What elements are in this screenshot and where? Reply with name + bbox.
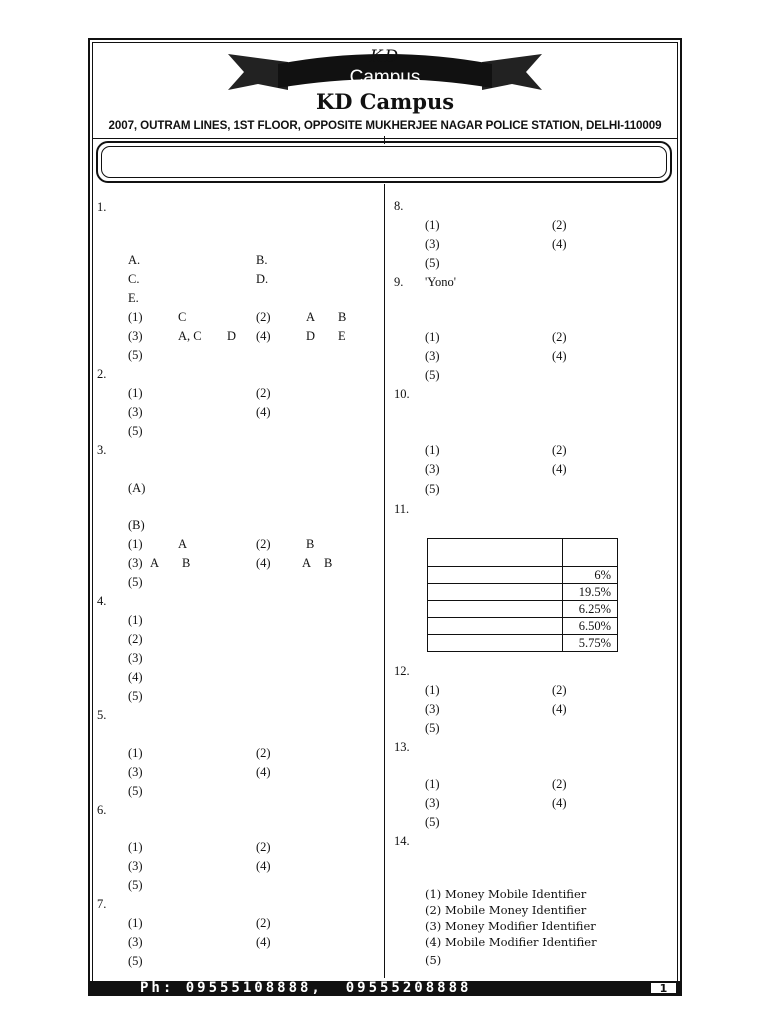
option-label: (3): [128, 556, 143, 570]
option-label: (1): [128, 840, 143, 854]
rate-value: 5.75%: [563, 635, 618, 652]
option-label: (1): [128, 746, 143, 760]
option-label: (1): [128, 537, 143, 551]
rate-value: 6.25%: [563, 601, 618, 618]
option-label: (1): [128, 310, 143, 324]
option-label: (3): [128, 765, 143, 779]
option-label: (2): [256, 537, 271, 551]
option-label: (1): [425, 330, 440, 344]
option-value: B: [182, 556, 191, 570]
option-value: C: [178, 310, 187, 324]
question-number: 3.: [97, 443, 107, 457]
table-row: [428, 618, 618, 635]
statement-label: D.: [256, 272, 269, 286]
title-box-inner: [101, 146, 667, 178]
table-cell: [563, 539, 618, 567]
option-label: (2): [128, 632, 143, 646]
option-label: (2): [552, 330, 567, 344]
option-label: (4): [552, 349, 567, 363]
rate-table: [427, 538, 618, 652]
option-label: (5): [128, 878, 143, 892]
table-row: [428, 567, 618, 584]
statement-label: B.: [256, 253, 268, 267]
option-label: (5): [425, 721, 440, 735]
option-label: (5): [128, 954, 143, 968]
rate-value: 6.50%: [563, 618, 618, 635]
table-cell: [428, 539, 563, 567]
question-number: 7.: [97, 897, 107, 911]
option-label: (3): [128, 405, 143, 419]
option-label: (4): [256, 765, 271, 779]
table-row: [428, 635, 618, 652]
column-divider: [384, 184, 385, 978]
option-label: (5): [425, 256, 440, 270]
option-label: (2): [256, 310, 271, 324]
option-label: (2): [256, 746, 271, 760]
option-label: (1): [128, 916, 143, 930]
option-label: (3): [128, 935, 143, 949]
option-label: (3): [425, 462, 440, 476]
statement-label: E.: [128, 291, 139, 305]
table-header-row: [428, 539, 618, 567]
question-text: 'Yono': [425, 275, 457, 289]
option-label: (2) Mobile Money Identifier: [425, 903, 587, 917]
option-label: (3): [425, 702, 440, 716]
option-value: D: [306, 329, 316, 343]
address-rule: [92, 138, 678, 139]
option-value: A: [302, 556, 312, 570]
option-label: (1): [128, 613, 143, 627]
option-label: (3): [425, 349, 440, 363]
question-number: 6.: [97, 803, 107, 817]
page-inner-border: [92, 42, 678, 986]
option-value: E: [338, 329, 346, 343]
option-label: (2): [256, 916, 271, 930]
logo-monogram: KD: [369, 47, 401, 67]
question-number: 10.: [394, 387, 410, 401]
rate-value: 6%: [563, 567, 618, 584]
option-value: B: [324, 556, 333, 570]
option-label: (5): [128, 784, 143, 798]
option-label: (5): [128, 689, 143, 703]
brand-title: KD Campus: [315, 89, 455, 114]
statement-label: A.: [128, 253, 141, 267]
question-number: 4.: [97, 594, 107, 608]
option-value: B: [338, 310, 347, 324]
option-label: (2): [552, 443, 567, 457]
question-number: 5.: [97, 708, 107, 722]
option-value: A, C: [178, 329, 202, 343]
question-number: 9.: [394, 275, 404, 289]
option-value: A: [306, 310, 316, 324]
option-label: (4): [256, 329, 271, 343]
option-label: (3): [128, 859, 143, 873]
table-row: [428, 601, 618, 618]
option-label: (2): [256, 840, 271, 854]
option-label: (5): [128, 575, 143, 589]
option-value: A: [150, 556, 160, 570]
option-label: (5): [425, 953, 442, 967]
option-value: D: [227, 329, 237, 343]
option-label: (5): [425, 368, 440, 382]
option-label: (5): [425, 815, 440, 829]
option-value: A: [178, 537, 188, 551]
option-label: (5): [128, 424, 143, 438]
page-number: 1: [650, 982, 677, 994]
statement-label: C.: [128, 272, 140, 286]
rate-value: 19.5%: [563, 584, 618, 601]
option-label: (4): [552, 462, 567, 476]
option-value: B: [306, 537, 315, 551]
option-label: (1): [425, 777, 440, 791]
option-label: (1) Money Mobile Identifier: [425, 887, 587, 901]
option-label: (3): [128, 651, 143, 665]
option-label: (4): [256, 859, 271, 873]
option-label: (4): [552, 237, 567, 251]
table-row: [428, 584, 618, 601]
option-label: (4): [128, 670, 143, 684]
question-number: 12.: [394, 664, 410, 678]
option-label: (3) Money Modifier Identifier: [425, 919, 596, 933]
option-label: (4): [256, 405, 271, 419]
option-label: (2): [256, 386, 271, 400]
option-label: (4): [256, 556, 271, 570]
question-number: 2.: [97, 367, 107, 381]
option-label: (3): [425, 237, 440, 251]
question-number: 1.: [97, 200, 107, 214]
question-number: 13.: [394, 740, 410, 754]
question-number: 11.: [394, 502, 410, 516]
option-label: (3): [425, 796, 440, 810]
option-label: (4) Mobile Modifier Identifier: [425, 935, 597, 949]
question-number: 14.: [394, 834, 410, 848]
question-number: 8.: [394, 199, 404, 213]
option-label: (4): [256, 935, 271, 949]
option-label: (1): [128, 386, 143, 400]
option-label: (2): [552, 777, 567, 791]
option-label: (5): [128, 348, 143, 362]
option-label: (3): [128, 329, 143, 343]
footer-phone: Ph: 09555108888, 09555208888: [140, 980, 472, 996]
statement-label: (A): [128, 481, 146, 495]
option-label: (1): [425, 683, 440, 697]
option-label: (1): [425, 218, 440, 232]
option-label: (2): [552, 218, 567, 232]
address-line: 2007, OUTRAM LINES, 1ST FLOOR, OPPOSITE MUKHERJEE NAGAR POLICE STATION, DELHI-110009: [108, 119, 662, 132]
option-label: (2): [552, 683, 567, 697]
option-label: (5): [425, 482, 440, 496]
statement-label: (B): [128, 518, 145, 532]
logo-word: Campus: [349, 67, 421, 88]
option-label: (4): [552, 796, 567, 810]
option-label: (4): [552, 702, 567, 716]
option-label: (1): [425, 443, 440, 457]
